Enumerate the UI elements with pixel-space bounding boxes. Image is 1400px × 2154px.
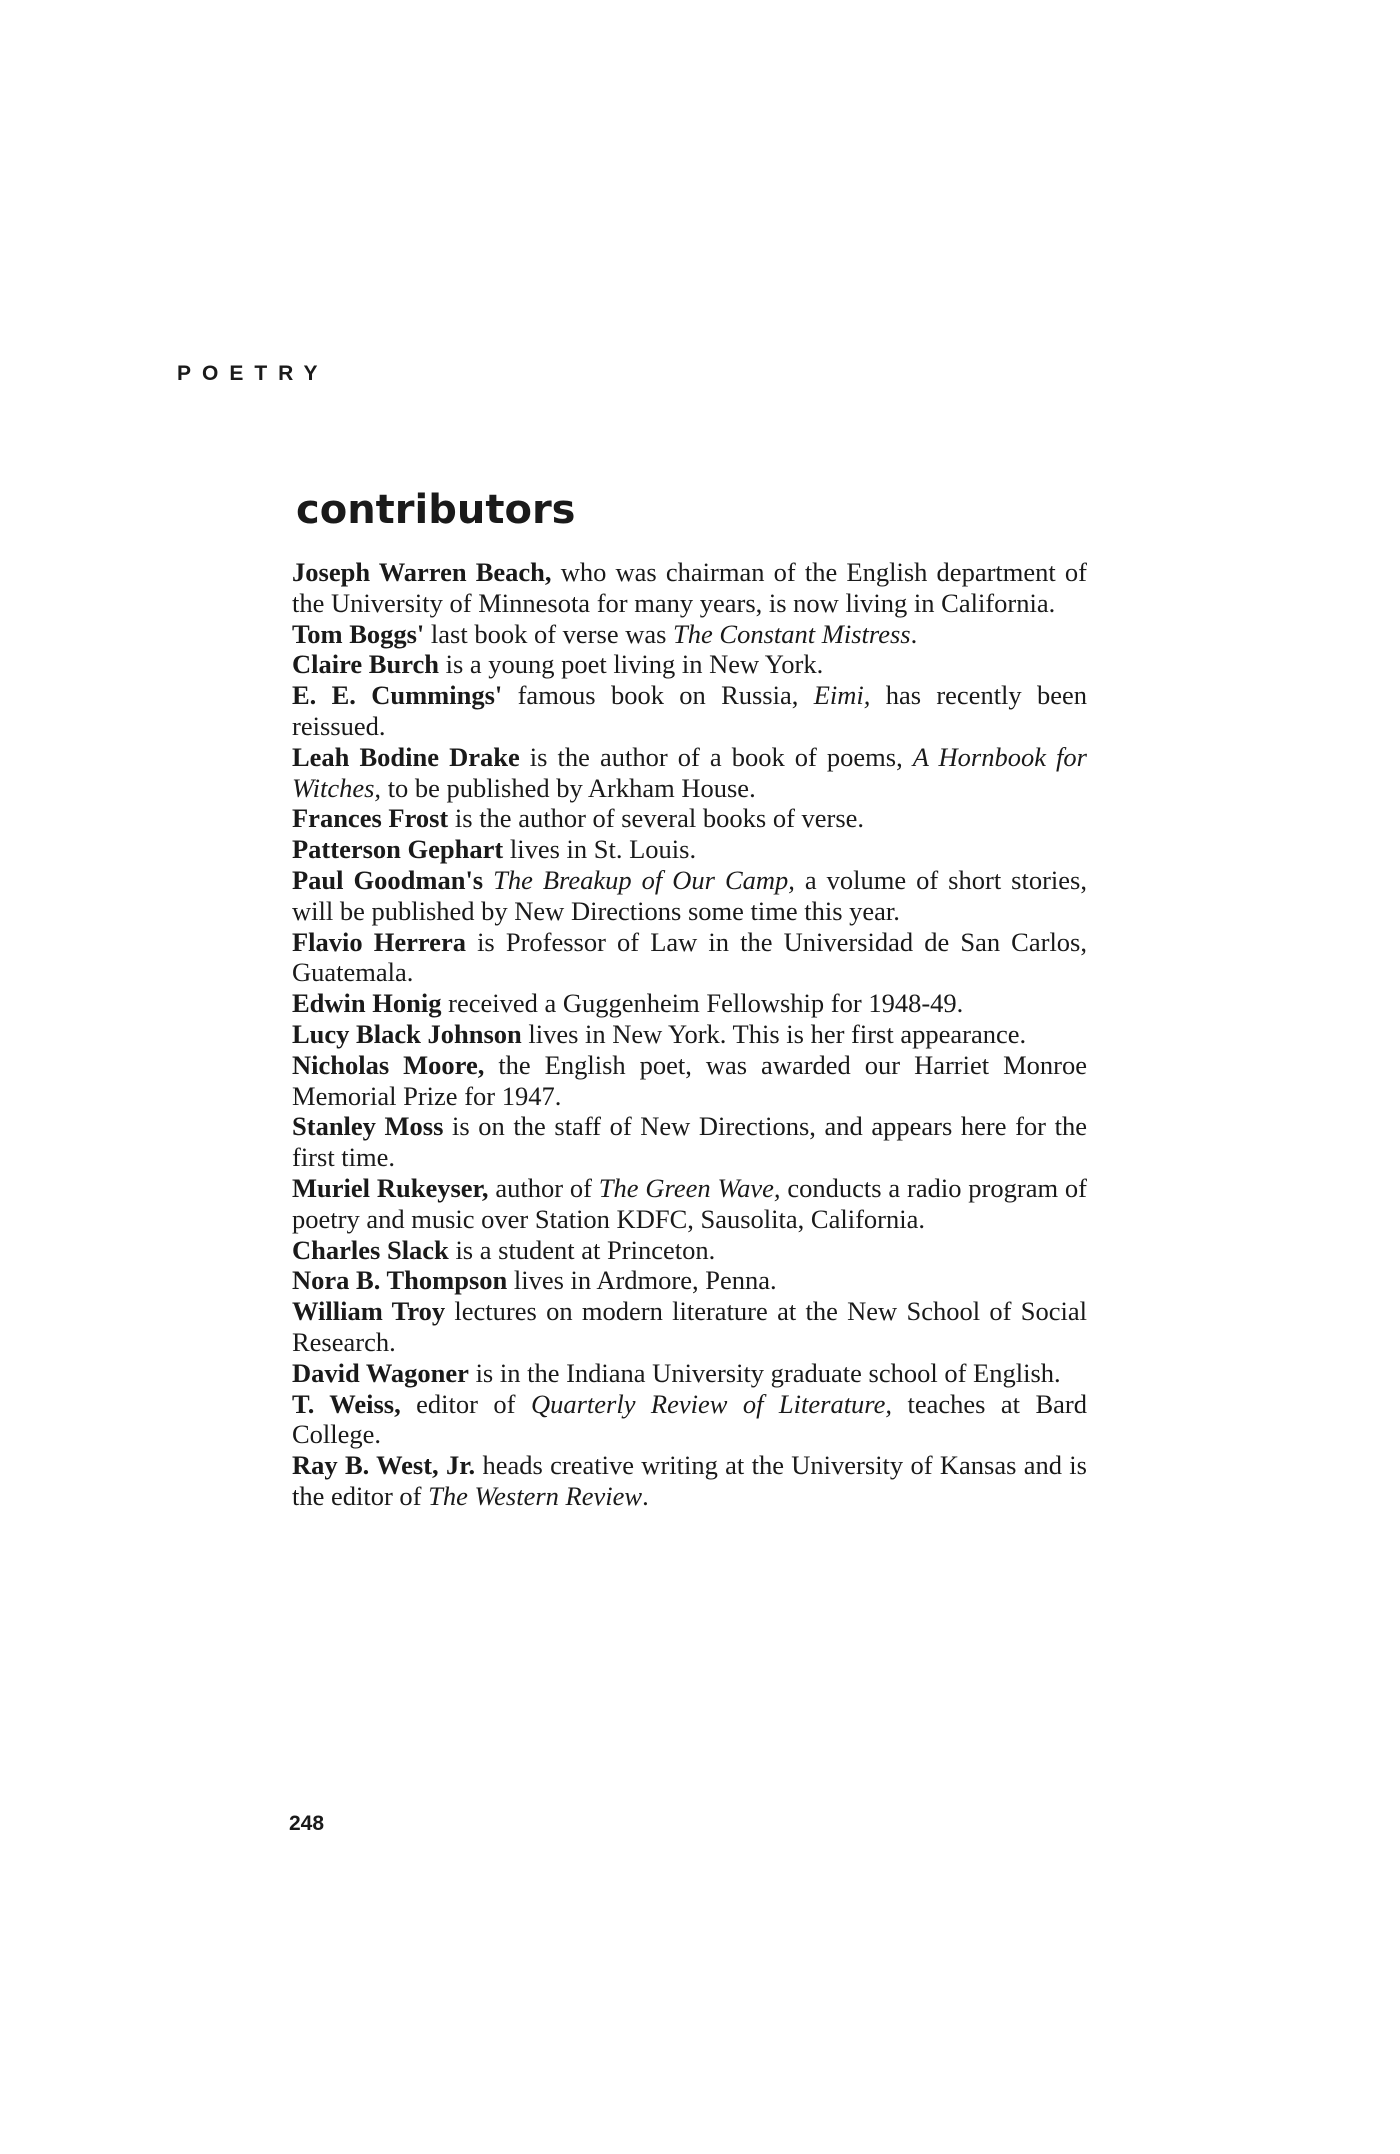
book-title: Quarterly Review of Literature, xyxy=(530,1388,893,1419)
contributor-note: is on the staff of New Directions, and appears here for the first time. xyxy=(292,1111,1087,1173)
page-number: 248 xyxy=(289,1812,325,1835)
contributor-note-continued: . xyxy=(910,618,918,649)
contributor-entry xyxy=(292,988,1087,1019)
contributor-note: is in the Indiana University graduate school of English. xyxy=(468,1357,1061,1388)
contributor-name: William Troy xyxy=(292,1296,446,1327)
contributor-name: T. Weiss, xyxy=(292,1388,401,1419)
contributor-name: Charles Slack xyxy=(292,1234,449,1265)
contributor-entry xyxy=(292,803,1087,834)
contributor-entry xyxy=(292,1019,1087,1050)
contributor-name: Flavio Herrera xyxy=(292,926,466,957)
contributor-note-continued: to be published by Arkham House. xyxy=(381,772,756,803)
contributor-entry xyxy=(292,1265,1087,1296)
contributor-name: Tom Boggs' xyxy=(292,618,425,649)
contributor-note: received a Guggenheim Fellowship for 1948-49. xyxy=(441,988,964,1019)
contributor-name: Frances Frost xyxy=(292,803,449,834)
contributor-entry xyxy=(292,619,1087,650)
contributor-note: is the author of a book of poems, xyxy=(519,741,913,772)
contributor-name: Stanley Moss xyxy=(292,1111,444,1142)
contributor-note-continued: a volume of short stories, will be published by New Directions some time this year. xyxy=(292,864,1087,926)
contributor-name: Patterson Gephart xyxy=(292,834,504,865)
running-head: POETRY xyxy=(177,362,329,385)
contributor-entry xyxy=(292,742,1087,804)
contributor-note: lives in Ardmore, Penna. xyxy=(507,1265,777,1296)
book-title: Eimi, xyxy=(813,680,871,711)
contributor-name: Lucy Black Johnson xyxy=(292,1018,522,1049)
contributor-note-continued: teaches at Bard College. xyxy=(292,1388,1087,1450)
contributor-entry xyxy=(292,1450,1087,1512)
contributor-note: lives in St. Louis. xyxy=(503,834,697,865)
contributor-name: Leah Bodine Drake xyxy=(292,741,520,772)
contributor-note: the English poet, was awarded our Harriet Monroe Memorial Prize for 1947. xyxy=(292,1049,1087,1111)
contributor-entry xyxy=(292,1389,1087,1451)
contributor-note: editor of xyxy=(400,1388,531,1419)
contributor-name: Nicholas Moore, xyxy=(292,1049,485,1080)
contributor-note: lectures on modern literature at the New School of Social Research. xyxy=(292,1296,1087,1357)
contributor-entry xyxy=(292,927,1087,989)
contributor-note: is a student at Princeton. xyxy=(448,1234,716,1265)
contributor-name: Paul Goodman's xyxy=(292,864,484,895)
contributor-entry xyxy=(292,680,1087,742)
contributor-name: David Wagoner xyxy=(292,1357,469,1388)
book-title: The Breakup of Our Camp, xyxy=(493,864,795,895)
contributor-entry xyxy=(292,865,1087,927)
contributor-name: Ray B. West, Jr. xyxy=(292,1450,476,1481)
contributor-name: Nora B. Thompson xyxy=(292,1265,508,1296)
contributor-entry xyxy=(292,834,1087,865)
contributor-entry xyxy=(292,1111,1087,1173)
contributor-entry xyxy=(292,649,1087,680)
contributor-list xyxy=(292,557,1087,1512)
contributor-note: who was chairman of the English department of the University of Minnesota for many years, is now living in California. xyxy=(292,557,1087,618)
contributor-note-continued: has recently been reissued. xyxy=(292,680,1088,741)
contributor-entry xyxy=(292,1296,1087,1358)
contributor-note-continued: . xyxy=(642,1480,649,1511)
book-title: The Western Review xyxy=(428,1480,643,1511)
section-title: contributors xyxy=(296,487,576,533)
contributor-note xyxy=(483,865,493,895)
contributor-note: famous book on Russia, xyxy=(502,680,814,711)
contributor-name: Muriel Rukeyser, xyxy=(292,1172,489,1203)
contributor-entry xyxy=(292,1235,1087,1266)
contributor-note: lives in New York. This is her first appearance. xyxy=(521,1018,1027,1049)
contributor-note: is Professor of Law in the Universidad de San Carlos, Guatemala. xyxy=(292,926,1087,988)
contributor-name: Edwin Honig xyxy=(292,988,442,1019)
contributor-entry xyxy=(292,1050,1087,1112)
contributor-note: last book of verse was xyxy=(424,618,674,649)
contributor-note: is the author of several books of verse. xyxy=(448,803,865,834)
contributor-note: is a young poet living in New York. xyxy=(438,649,824,680)
contributor-note: heads creative writing at the University of Kansas and is the editor of xyxy=(292,1450,1087,1511)
contributor-entry xyxy=(292,557,1087,619)
book-title: The Constant Mistress xyxy=(673,618,911,649)
contributor-note: author of xyxy=(488,1172,599,1203)
contributor-entry xyxy=(292,1358,1087,1389)
book-title: The Green Wave, xyxy=(598,1172,781,1203)
contributor-name: Claire Burch xyxy=(292,649,439,680)
book-title: A Hornbook for Witches, xyxy=(292,741,1087,803)
contributor-name: E. E. Cummings' xyxy=(292,680,503,711)
contributor-name: Joseph Warren Beach, xyxy=(292,557,552,587)
contributor-entry xyxy=(292,1173,1087,1235)
contributor-note-continued: conducts a radio program of poetry and music over Station KDFC, Sausolita, California. xyxy=(292,1172,1087,1234)
